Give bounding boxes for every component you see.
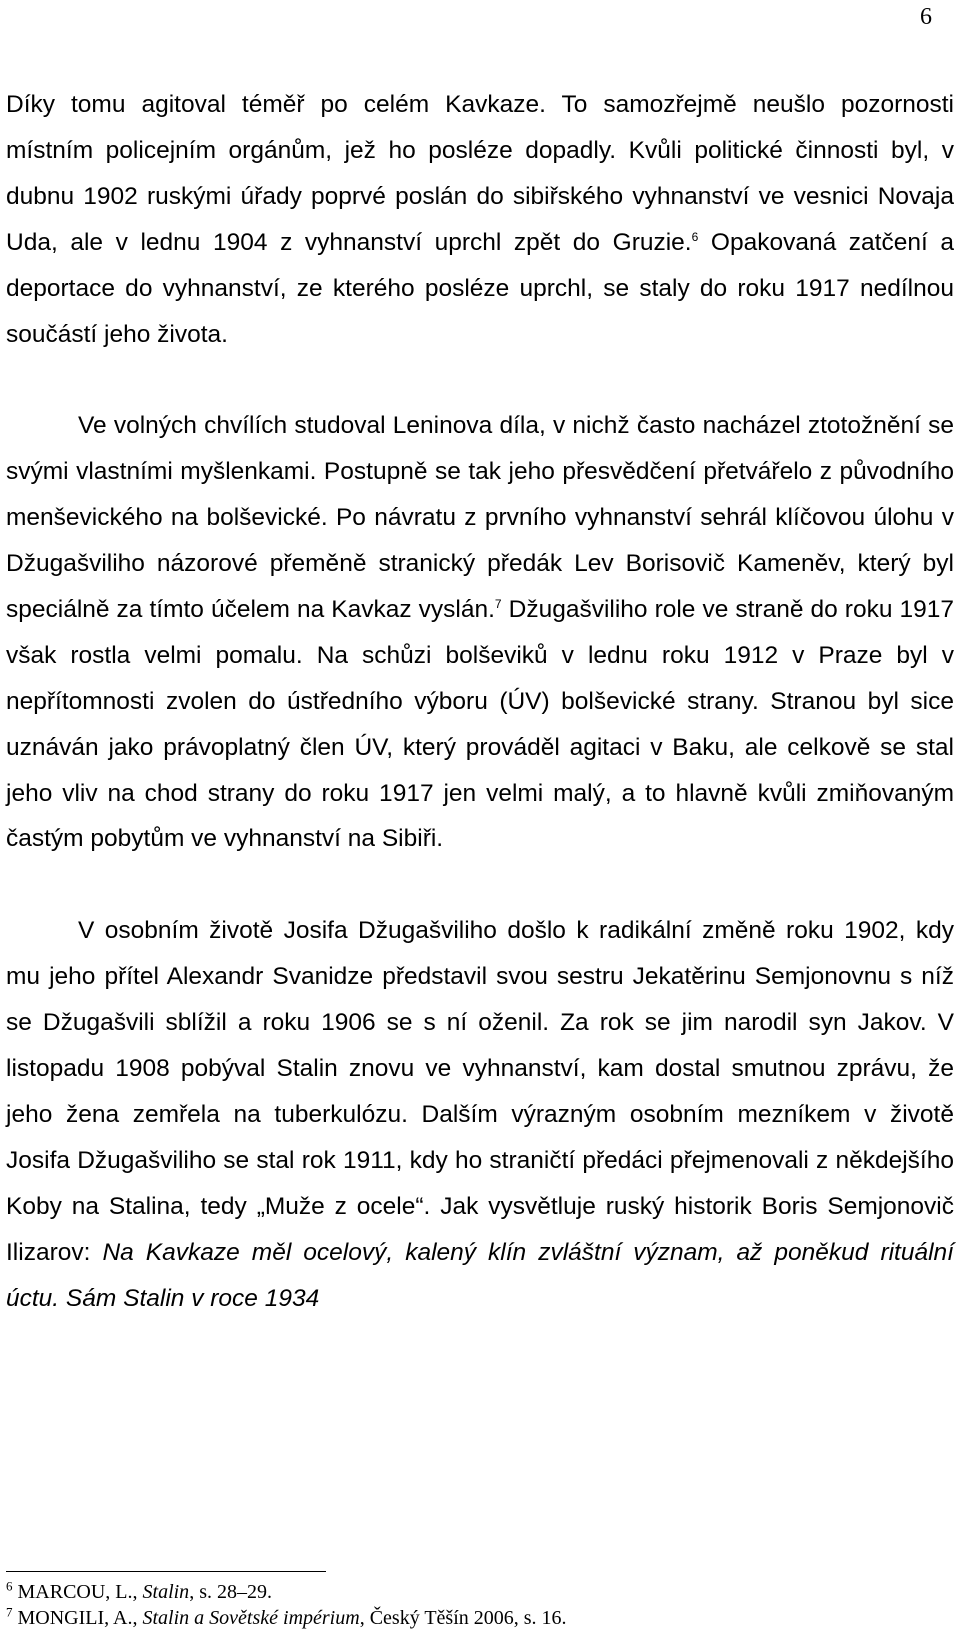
paragraph-1-text-continued: Opakovaná zatčení a deportace do vyhnanství, ze kterého posléze uprchl, se staly do roku 1917 nedílnou součástí jeho života. bbox=[6, 228, 954, 348]
footnote-author: MARCOU, L., bbox=[12, 1581, 143, 1603]
footnote-mark: 7 bbox=[6, 1604, 13, 1620]
paragraph-2-text: Ve volných chvílích studoval Leninova díla, v nichž často nacházel ztotožnění se svými vlastními myšlenkami. Postupně se tak jeho přesvědčení přetvářelo z původního menševického na bolševické. Po návratu z prvního vyhnanství sehrál klíčovou úlohu v Džugašviliho názorové přeměně stranický předák Lev Borisovič Kameněv, který byl speciálně za tímto účelem na Kavkaz vyslán. bbox=[6, 412, 954, 623]
footnotes bbox=[6, 1579, 946, 1631]
footnote-mark: 6 bbox=[6, 1578, 13, 1594]
footnote-separator bbox=[6, 1571, 326, 1572]
footnote-source: , s. 28–29. bbox=[189, 1581, 272, 1603]
footnote-title: Stalin a Sovětské impérium bbox=[142, 1607, 360, 1629]
paragraph-2-text-continued: Džugašviliho role ve straně do roku 1917 však rostla velmi pomalu. Na schůzi bolševiků v lednu roku 1912 v Praze byl v nepřítomnosti zvolen do ústředního výboru (ÚV) bolševické strany. Stranou byl sice uznáván jako právoplatný člen ÚV, který prováděl agitaci v Baku, ale celkově se stal jeho vliv na chod strany do roku 1917 jen velmi malý, a to hlavně kvůli zmiňovaným častým pobytům ve vyhnanství na Sibiři. bbox=[6, 595, 954, 853]
body-text bbox=[6, 82, 954, 1321]
paragraph-3 bbox=[6, 908, 954, 1321]
page-number: 6 bbox=[920, 4, 932, 30]
footnote-source: , Český Těšín 2006, s. 16. bbox=[359, 1607, 567, 1629]
footnote-ref-7[interactable]: 7 bbox=[494, 596, 502, 611]
paragraph-1 bbox=[6, 82, 954, 357]
footnote-7 bbox=[6, 1605, 946, 1631]
paragraph-1-text: Díky tomu agitoval téměř po celém Kavkaze. To samozřejmě neušlo pozornosti místním policejním orgánům, jež ho posléze dopadly. Kvůli politické činnosti byl, v dubnu 1902 ruskými úřady poprvé poslán do sibiřského vyhnanství ve vesnici Novaja Uda, ale v lednu 1904 z vyhnanství uprchl zpět do Gruzie. bbox=[6, 91, 954, 256]
footnote-title: Stalin bbox=[142, 1581, 190, 1603]
paragraph-3-quote: Na Kavkaze měl ocelový, kalený klín zvláštní význam, až poněkud rituální úctu. Sám Stalin v roce 1934 bbox=[6, 1238, 954, 1312]
footnote-author: MONGILI, A., bbox=[12, 1607, 143, 1629]
paragraph-2 bbox=[6, 403, 954, 862]
footnote-ref-6[interactable]: 6 bbox=[691, 229, 699, 244]
paragraph-3-text: V osobním životě Josifa Džugašviliho došlo k radikální změně roku 1902, kdy mu jeho přítel Alexandr Svanidze představil svou sestru Jekatěrinu Semjonovnu s níž se Džugašvili sblížil a roku 1906 se s ní oženil. Za rok se jim narodil syn Jakov. V listopadu 1908 pobýval Stalin znovu ve vyhnanství, kam dostal smutnou zprávu, že jeho žena zemřela na tuberkulózu. Dalším výrazným osobním mezníkem v životě Josifa Džugašviliho se stal rok 1911, kdy ho straničtí předáci přejmenovali z někdejšího Koby na Stalina, tedy „Muže z ocele“. Jak vysvětluje ruský historik Boris Semjonovič Ilizarov: bbox=[6, 917, 954, 1266]
footnote-6 bbox=[6, 1579, 946, 1605]
